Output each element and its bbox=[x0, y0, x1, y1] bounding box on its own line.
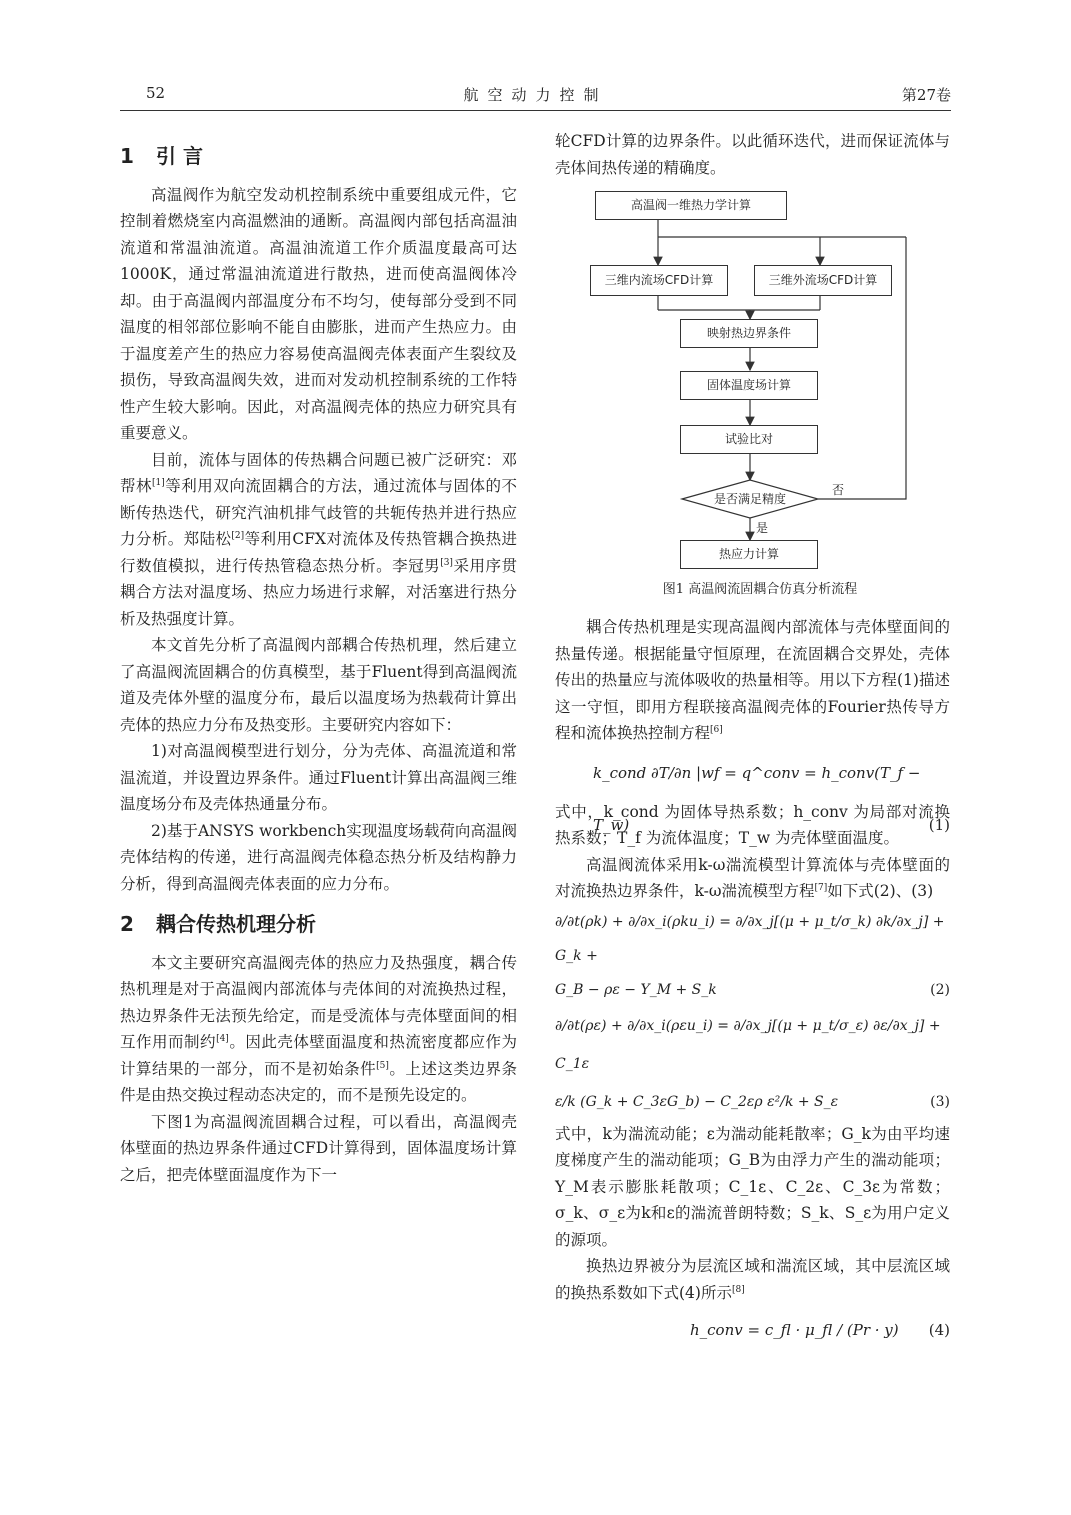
paragraph: 高温阀作为航空发动机控制系统中重要组成元件，它控制着燃烧室内高温燃油的通断。高温阀内部包括高温油流道和常温油流道。高温油流道工作介质温度最高可达1000K，通过常温油流道进行散热，进而使高温阀体冷却。由于高温阀内部温度分布不均匀，使每部分受到不同温度的相邻部位影响不能自由膨胀，进而产生热应力。由于温度差产生的热应力容易使高温阀壳体表面产生裂纹及损伤，导致高温阀失效，进而对发动机控制系统的工作特性产生较大影响。因此，对高温阀壳体的热应力研究具有重要意义。 bbox=[120, 185, 517, 442]
flow-step-stress: 热应力计算 bbox=[680, 540, 818, 569]
paragraph: 式中，k为湍流动能；ε为湍动能耗散率；G_k为由平均速度梯度产生的湍动能项；G_B为由浮力产生的湍动能项；Y_M表示膨胀耗散项；C_1ε、C_2ε、C_3ε为常数；σ_k、σ_ε为k和ε的湍流普朗特数；S_k、S_ε为用户定义的源项。 bbox=[555, 1124, 950, 1249]
equation-number: (2) bbox=[930, 981, 950, 998]
list-item: 1)对高温阀模型进行划分，分为壳体、高温流道和常温流道，并设置边界条件。通过Fluent计算出高温阀三维温度场分布及壳体热通量分布。 bbox=[120, 742, 517, 813]
paragraph: 高温阀流体采用k-ω湍流模型计算流体与壳体壁面的对流换热边界条件，k-ω湍流模型方程[7]如下式(2)、(3) bbox=[555, 855, 950, 900]
paragraph: 本文首先分析了高温阀内部耦合传热机理，然后建立了高温阀流固耦合的仿真模型，基于Fluent得到高温阀流道及壳体外壁的温度分布，最后以温度场为热载荷计算出壳体的热应力分布及热变形。主要研究内容如下： bbox=[120, 636, 517, 734]
flow-yes-label: 是 bbox=[756, 521, 769, 535]
equation-2: ∂/∂t(ρk) + ∂/∂x_i(ρku_i) = ∂/∂x_j[(μ + μ_t/σ_k) ∂k/∂x_j] + G_k + G_B − ρε − Y_M + S_k (2) bbox=[555, 905, 950, 1007]
page-number: 52 bbox=[146, 84, 166, 102]
volume-label: 第27卷 bbox=[901, 86, 951, 104]
journal-name: 航空动力控制 bbox=[463, 86, 608, 104]
right-column-body bbox=[555, 614, 950, 1354]
equation-4: h_conv = c_fl · μ_fl / (Pr · y) (4) bbox=[555, 1306, 950, 1354]
figure-caption: 图1 高温阀流固耦合仿真分析流程 bbox=[662, 582, 858, 597]
flow-decision-label: 是否满足精度 bbox=[713, 492, 786, 506]
section-2-heading: 2 耦合传热机理分析 bbox=[120, 912, 316, 936]
left-column bbox=[120, 143, 517, 1188]
flow-step-external-cfd: 三维外流场CFD计算 bbox=[754, 265, 892, 296]
flow-step-test-compare: 试验比对 bbox=[680, 425, 818, 454]
equation-number: (4) bbox=[928, 1321, 950, 1339]
flow-step-1d-thermo: 高温阀一维热力学计算 bbox=[595, 191, 787, 220]
paragraph: 式中，k_cond 为固体导热系数；h_conv 为局部对流换热系数；T_f 为流体温度；T_w 为壳体壁面温度。 bbox=[555, 802, 950, 847]
flow-step-map-boundary: 映射热边界条件 bbox=[680, 319, 818, 348]
figure-1-flowchart bbox=[570, 185, 950, 605]
section-1-heading: 1 引 言 bbox=[120, 144, 203, 168]
running-header bbox=[120, 82, 951, 111]
paragraph: 轮CFD计算的边界条件。以此循环迭代，进而保证流体与壳体间热传递的精确度。 bbox=[555, 132, 950, 177]
equation-3: ∂/∂t(ρε) + ∂/∂x_i(ρεu_i) = ∂/∂x_j[(μ + μ_t/σ_ε) ∂ε/∂x_j] + C_1ε ε/k (G_k + C_3εG_b) − C_2ερ ε²/k + S_ε (3) bbox=[555, 1007, 950, 1121]
right-column-top bbox=[555, 128, 950, 181]
equation-number: (1) bbox=[928, 815, 950, 834]
equation-1: k_cond ∂T/∂n |wf = q^conv = h_conv(T_f − T_w) (1) bbox=[555, 747, 950, 799]
paragraph: 本文主要研究高温阀壳体的热应力及热强度，耦合传热机理是对于高温阀内部流体与壳体间的对流换热过程，热边界条件无法预先给定，而是受流体与壳体壁面间的相互作用而制约[4]。因此壳体壁面温度和热流密度都应作为计算结果的一部分，而不是初始条件[5]。上述这类边界条件是由热交换过程动态决定的，而不是预先设定的。 bbox=[120, 953, 517, 1104]
flow-step-internal-cfd: 三维内流场CFD计算 bbox=[590, 265, 728, 296]
flow-step-solid-temp: 固体温度场计算 bbox=[680, 371, 818, 400]
paragraph: 下图1为高温阀流固耦合过程，可以看出，高温阀壳体壁面的热边界条件通过CFD计算得到，固体温度场计算之后，把壳体壁面温度作为下一 bbox=[120, 1112, 517, 1184]
paragraph: 目前，流体与固体的传热耦合问题已被广泛研究：邓帮林[1]等利用双向流固耦合的方法，通过流体与固体的不断传热迭代，研究汽油机排气歧管的共轭传热并进行热应力分析。郑陆松[2]等利用CFX对流体及传热管耦合换热进行数值模拟，进行传热管稳态热分析。李冠男[3]采用序贯耦合方法对温度场、热应力场进行求解，对活塞进行热分析及热强度计算。 bbox=[120, 450, 517, 628]
list-item: 2)基于ANSYS workbench实现温度场载荷向高温阀壳体结构的传递，进行高温阀壳体稳态热分析及结构静力分析，得到高温阀壳体表面的应力分布。 bbox=[120, 821, 517, 893]
flow-no-label: 否 bbox=[832, 483, 845, 497]
equation-number: (3) bbox=[930, 1093, 950, 1110]
paragraph: 换热边界被分为层流区域和湍流区域，其中层流区域的换热系数如下式(4)所示[8] bbox=[555, 1257, 950, 1302]
paragraph: 耦合传热机理是实现高温阀内部流体与壳体壁面间的热量传递。根据能量守恒原理，在流固耦合交界处，壳体传出的热量应与流体吸收的热量相等。用以下方程(1)描述这一守恒，即用方程联接高温阀壳体的Fourier热传导方程和流体换热控制方程[6] bbox=[555, 618, 950, 742]
